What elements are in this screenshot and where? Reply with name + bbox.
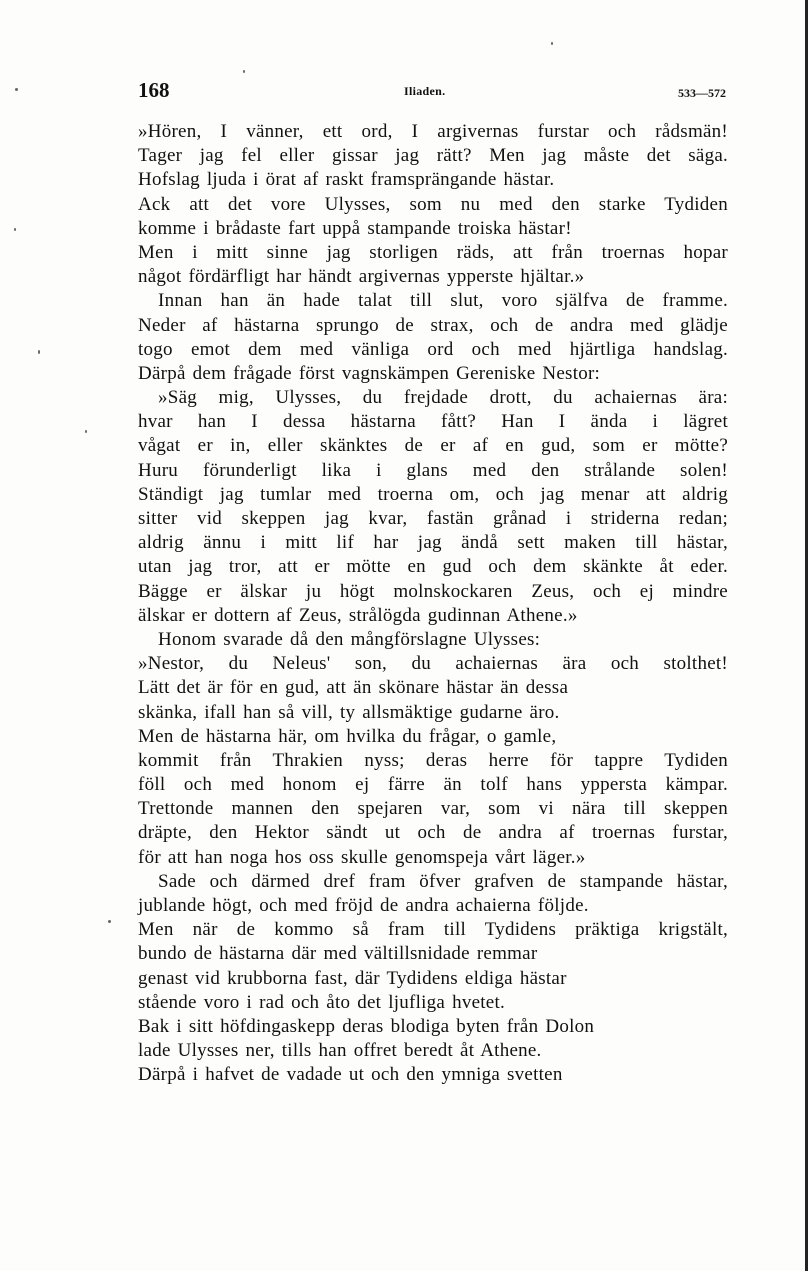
verse-line-range: 533—572 [678, 86, 726, 100]
text-line: »Nestor, du Neleus' son, du achaiernas ära och stolthet! [138, 653, 728, 675]
text-line: vågat er in, eller skänktes de er af en gud, som er mötte? [138, 435, 728, 457]
text-line: Bak i sitt höfdingaskepp deras blodiga byten från Dolon [138, 1015, 595, 1037]
text-line: Men i mitt sinne jag storligen räds, att från troernas hopar [138, 241, 728, 263]
text-line: Sade och därmed dref fram öfver grafven de stampande hästar, [158, 870, 728, 892]
text-line: Neder af hästarna sprungo de strax, och de andra med glädje [138, 314, 728, 336]
scan-speck [14, 228, 16, 231]
running-title: Iliaden. [404, 84, 446, 98]
text-line: Huru förunderligt lika i glans med den strålande solen! [138, 459, 728, 481]
text-line: något fördärfligt har händt argivernas ypperste hjältar.» [138, 266, 585, 288]
text-line: genast vid krubborna fast, där Tydidens eldiga hästar [138, 967, 567, 989]
text-line: lade Ulysses ner, tills han offret beredt åt Athene. [138, 1040, 542, 1062]
text-line: »Säg mig, Ulysses, du frejdade drott, du achaiernas ära: [158, 387, 728, 409]
text-line: Men de hästarna här, om hvilka du frågar, o gamle, [138, 725, 557, 747]
text-line: hvar han I dessa hästarna fått? Han I ända i lägret [138, 411, 728, 433]
text-line: Hofslag ljuda i örat af raskt framsprängande hästar. [138, 169, 555, 191]
text-line: Honom svarade då den mångförslagne Ulysses: [158, 628, 541, 650]
text-line: Lätt det är för en gud, att än skönare hästar än dessa [138, 677, 569, 699]
text-line: Trettonde mannen den spejaren var, som vi nära till skeppen [138, 798, 728, 820]
text-line: Därpå i hafvet de vadade ut och den ymniga svetten [138, 1064, 563, 1086]
text-line: skänka, ifall han så vill, ty allsmäktige gudarne äro. [138, 701, 560, 723]
text-line: älskar er dottern af Zeus, strålögda gudinnan Athene.» [138, 604, 578, 626]
text-line: dräpte, den Hektor sändt ut och de andra af troernas furstar, [138, 822, 728, 844]
scan-speck [38, 350, 40, 354]
text-line: utan jag tror, att er mötte en gud och dem skänkte åt eder. [138, 556, 728, 578]
text-line: komme i brådaste fart uppå stampande troiska hästar! [138, 217, 572, 239]
text-line: jublande högt, och med fröjd de andra achaierna följde. [138, 895, 589, 916]
text-line: bundo de hästarna där med vältillsnidade remmar [138, 943, 538, 965]
scan-speck [108, 920, 111, 923]
text-line: föll och med honom ej färre än tolf hans yppersta kämpar. [138, 774, 728, 796]
text-line: Ack att det vore Ulysses, som nu med den starke Tydiden [138, 193, 728, 215]
text-line: »Hören, I vänner, ett ord, I argivernas furstar och rådsmän! [138, 121, 728, 142]
text-line: Men när de kommo så fram till Tydidens präktiga krigstält, [138, 919, 728, 941]
poem-text [138, 120, 728, 1088]
text-line: Innan han än hade talat till slut, voro själfva de framme. [158, 290, 728, 312]
text-line: stående voro i rad och åto det ljufliga hvetet. [138, 991, 505, 1013]
text-line: Ständigt jag tumlar med troerna om, och jag menar att aldrig [138, 483, 728, 505]
scan-speck [85, 430, 87, 433]
scan-speck [15, 88, 18, 91]
text-line: sitter vid skeppen jag kvar, fastän grånad i striderna redan; [138, 508, 728, 529]
text-line: togo emot dem med vänliga ord och med hjärtliga handslag. [138, 338, 728, 360]
text-line: aldrig ännu i mitt lif har jag ändå sett maken till hästar, [138, 532, 728, 554]
scan-speck [243, 70, 245, 73]
page-number: 168 [138, 78, 170, 102]
text-line: Tager jag fel eller gissar jag rätt? Men jag måste det säga. [138, 145, 728, 167]
text-line: Därpå dem frågade först vagnskämpen Gereniske Nestor: [138, 362, 601, 384]
scan-speck [551, 42, 553, 45]
text-line: för att han noga hos oss skulle genomspeja vårt läger.» [138, 846, 586, 868]
text-line: Bägge er älskar ju högt molnskockaren Zeus, och ej mindre [138, 580, 728, 602]
text-line: kommit från Thrakien nyss; deras herre för tappre Tydiden [138, 749, 728, 771]
page-header [138, 78, 726, 108]
